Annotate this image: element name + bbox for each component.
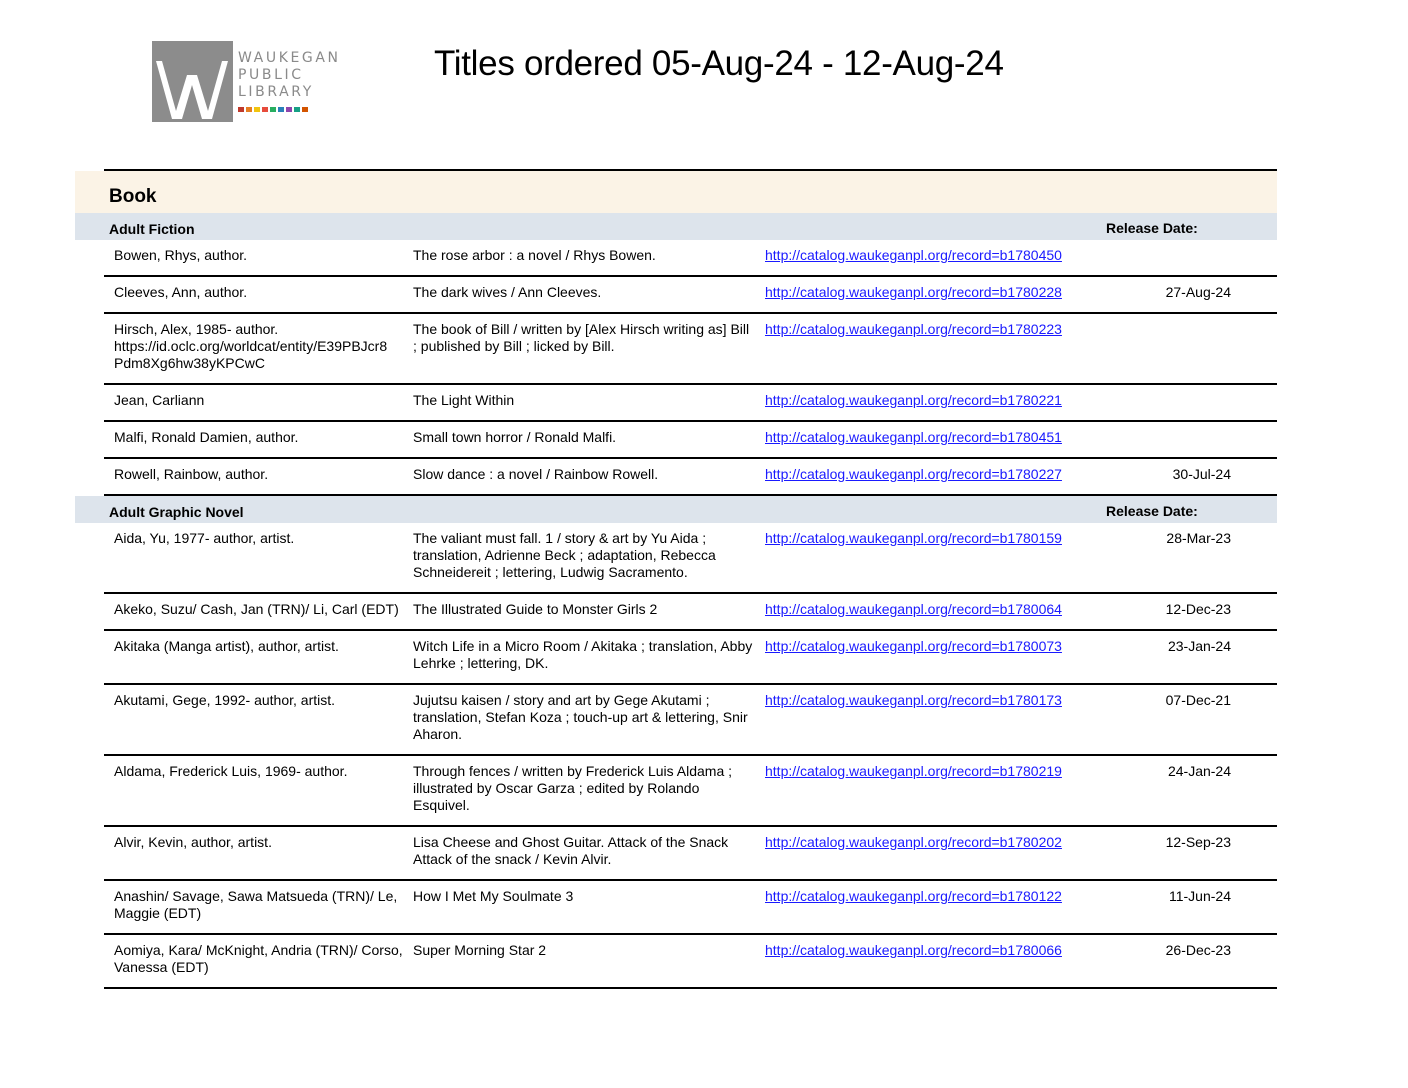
catalog-link[interactable]: http://catalog.waukeganpl.org/record=b1780202 [765,834,1062,850]
catalog-link[interactable]: http://catalog.waukeganpl.org/record=b1780173 [765,692,1062,708]
table-row [104,881,1277,935]
release-date-cell: 07-Dec-21 [1165,692,1231,708]
title-cell: Super Morning Star 2 [413,942,547,958]
w-letter-icon [152,41,233,122]
catalog-link[interactable]: http://catalog.waukeganpl.org/record=b1780219 [765,763,1062,779]
library-logo [152,41,352,123]
author-cell: Anashin/ Savage, Sawa Matsueda (TRN)/ Le, Maggie (EDT) [114,888,398,921]
title-cell: Lisa Cheese and Ghost Guitar. Attack of the Snack Attack of the snack / Kevin Alvir. [413,834,729,867]
logo-dot [286,107,292,112]
category-name: Adult Graphic Novel [109,504,244,520]
release-date-cell: 26-Dec-23 [1165,942,1231,958]
column-divider [408,169,410,171]
author-cell: Akitaka (Manga artist), author, artist. [114,638,339,654]
catalog-link[interactable]: http://catalog.waukeganpl.org/record=b1780064 [765,601,1062,617]
release-date-cell: 27-Aug-24 [1165,284,1231,300]
release-date-cell: 24-Jan-24 [1167,763,1231,779]
catalog-link[interactable]: http://catalog.waukeganpl.org/record=b1780228 [765,284,1062,300]
table-row [104,631,1277,685]
format-label: Book [109,186,157,207]
title-cell: The Illustrated Guide to Monster Girls 2 [413,601,658,617]
title-cell: Jujutsu kaisen / story and art by Gege Akutami ; translation, Stefan Koza ; touch-up art & lettering, Snir Aharon. [413,692,748,742]
table-row [104,935,1277,989]
catalog-link[interactable]: http://catalog.waukeganpl.org/record=b1780450 [765,247,1062,263]
release-date-header: Release Date: [1106,503,1198,519]
author-cell: Hirsch, Alex, 1985- author. https://id.oclc.org/worldcat/entity/E39PBJcr8 Pdm8Xg6hw38yKPCwC [114,321,388,371]
title-cell: Witch Life in a Micro Room / Akitaka ; translation, Abby Lehrke ; lettering, DK. [413,638,753,671]
catalog-link[interactable]: http://catalog.waukeganpl.org/record=b1780066 [765,942,1062,958]
catalog-link[interactable]: http://catalog.waukeganpl.org/record=b1780451 [765,429,1062,445]
release-date-cell: 28-Mar-23 [1166,530,1231,546]
catalog-link[interactable]: http://catalog.waukeganpl.org/record=b1780227 [765,466,1062,482]
logo-dot [246,107,252,112]
logo-dot [302,107,308,112]
table-row [104,523,1277,594]
title-cell: The dark wives / Ann Cleeves. [413,284,602,300]
title-cell: Through fences / written by Frederick Luis Aldama ; illustrated by Oscar Garza ; edited by Rolando Esquivel. [413,763,733,813]
author-cell: Cleeves, Ann, author. [114,284,248,300]
logo-dot [262,107,268,112]
author-cell: Akeko, Suzu/ Cash, Jan (TRN)/ Li, Carl (EDT) [114,601,399,617]
table-row [104,314,1277,385]
release-date-cell: 11-Jun-24 [1168,888,1231,904]
author-cell: Bowen, Rhys, author. [114,247,248,263]
author-cell: Aldama, Frederick Luis, 1969- author. [114,763,348,779]
column-divider [760,169,762,171]
category-header [75,496,1277,523]
logo-color-dots [238,107,308,112]
logo-dot [278,107,284,112]
catalog-link[interactable]: http://catalog.waukeganpl.org/record=b1780223 [765,321,1062,337]
logo-dot [294,107,300,112]
title-cell: The valiant must fall. 1 / story & art by Yu Aida ; translation, Adrienne Beck ; adaptation, Rebecca Schneidereit ; lettering, Ludwig Sacramento. [413,530,716,580]
table-row [104,385,1277,422]
logo-dot [270,107,276,112]
author-cell: Alvir, Kevin, author, artist. [114,834,272,850]
title-cell: The book of Bill / written by [Alex Hirsch writing as] Bill ; published by Bill ; licked by Bill. [413,321,750,354]
logo-line-1: WAUKEGAN [238,50,341,66]
release-date-cell: 30-Jul-24 [1172,466,1231,482]
author-cell: Aomiya, Kara/ McKnight, Andria (TRN)/ Corso, Vanessa (EDT) [114,942,403,975]
table-row [104,827,1277,881]
title-cell: The Light Within [413,392,515,408]
logo-wordmark [238,50,341,101]
logo-mark [152,41,233,122]
table-row [104,240,1277,277]
catalog-link[interactable]: http://catalog.waukeganpl.org/record=b1780221 [765,392,1062,408]
release-date-cell: 12-Dec-23 [1165,601,1231,617]
author-cell: Akutami, Gege, 1992- author, artist. [114,692,336,708]
catalog-link[interactable]: http://catalog.waukeganpl.org/record=b1780159 [765,530,1062,546]
table-row [104,422,1277,459]
category-header [75,213,1277,240]
table-row [104,277,1277,314]
author-cell: Malfi, Ronald Damien, author. [114,429,299,445]
title-cell: Small town horror / Ronald Malfi. [413,429,617,445]
release-date-header: Release Date: [1106,220,1198,236]
logo-dot [238,107,244,112]
table-row [104,756,1277,827]
release-date-cell: 23-Jan-24 [1167,638,1231,654]
catalog-link[interactable]: http://catalog.waukeganpl.org/record=b1780122 [765,888,1062,904]
page-title: Titles ordered 05-Aug-24 - 12-Aug-24 [434,44,1004,83]
logo-line-2: PUBLIC [238,67,304,83]
release-date-cell: 12-Sep-23 [1165,834,1231,850]
logo-line-3: LIBRARY [238,84,314,100]
author-cell: Aida, Yu, 1977- author, artist. [114,530,295,546]
category-name: Adult Fiction [109,221,195,237]
title-cell: Slow dance : a novel / Rainbow Rowell. [413,466,659,482]
table-row [104,594,1277,631]
logo-dot [254,107,260,112]
catalog-link[interactable]: http://catalog.waukeganpl.org/record=b1780073 [765,638,1062,654]
title-cell: How I Met My Soulmate 3 [413,888,574,904]
author-cell: Rowell, Rainbow, author. [114,466,269,482]
title-cell: The rose arbor : a novel / Rhys Bowen. [413,247,656,263]
author-cell: Jean, Carliann [114,392,205,408]
table-row [104,459,1277,496]
table-row [104,685,1277,756]
format-header [75,171,1277,213]
